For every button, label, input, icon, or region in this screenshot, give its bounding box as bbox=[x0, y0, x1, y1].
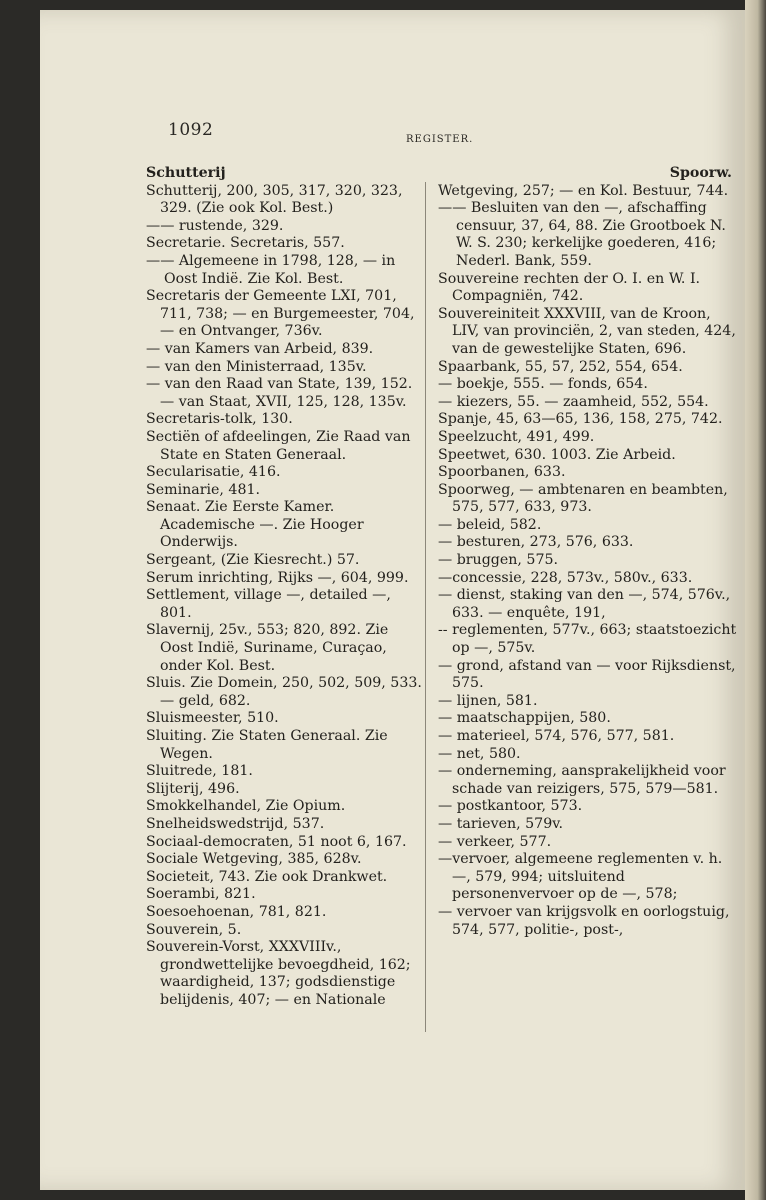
index-entry: — onderneming, aansprakelijkheid voor schade van reizigers, 575, 579—581. bbox=[438, 763, 726, 797]
page-number: 1092 bbox=[168, 120, 214, 140]
index-entry: Sluismeester, 510. bbox=[146, 710, 279, 727]
index-entry: — van Kamers van Arbeid, 839. bbox=[146, 340, 374, 357]
index-entry: — beleid, 582. bbox=[438, 516, 542, 533]
index-entry: — tarieven, 579v. bbox=[438, 815, 564, 832]
index-entry: —concessie, 228, 573v., 580v., 633. bbox=[438, 569, 693, 586]
index-entry: Sergeant, (Zie Kiesrecht.) 57. bbox=[146, 552, 360, 569]
index-entry: — net, 580. bbox=[438, 745, 521, 762]
index-entry: Spanje, 45, 63—65, 136, 158, 275, 742. bbox=[438, 411, 723, 428]
index-entry: — postkantoor, 573. bbox=[438, 798, 583, 815]
index-entry: — verkeer, 577. bbox=[438, 833, 552, 850]
index-entry: Souvereiniteit XXXVIII, van de Kroon, LIV, van provinciën, 2, van steden, 424, van de gewestelijke Staten, 696. bbox=[438, 305, 736, 357]
index-entry: — dienst, staking van den —, 574, 576v., 633. — enquête, 191, bbox=[438, 587, 731, 621]
index-entry: —— Besluiten van den —, afschaffing censuur, 37, 64, 88. Zie Grootboek N. W. S. 230; kerkelijke goederen, 416; Nederl. Bank, 559. bbox=[438, 200, 726, 269]
index-entry: Serum inrichting, Rijks —, 604, 999. bbox=[146, 569, 409, 586]
index-entry: Schutterij, 200, 305, 317, 320, 323, 329. (Zie ook Kol. Best.) bbox=[146, 182, 403, 217]
index-entry: — van den Ministerraad, 135v. bbox=[146, 358, 367, 375]
index-entry: Senaat. Zie Eerste Kamer. Academische —. Zie Hooger Onderwijs. bbox=[146, 499, 364, 551]
book-page bbox=[40, 10, 745, 1190]
right-column-heading: Spoorw. bbox=[669, 165, 732, 181]
book-spine-edge bbox=[745, 0, 766, 1200]
index-entry: Societeit, 743. Zie ook Drankwet. bbox=[146, 868, 388, 885]
index-entry: Souvereine rechten der O. I. en W. I. Compagniën, 742. bbox=[438, 270, 701, 305]
index-entry: — grond, afstand van — voor Rijksdienst, 575. bbox=[438, 657, 736, 692]
right-column bbox=[438, 165, 740, 939]
index-entry: — boekje, 555. — fonds, 654. bbox=[438, 376, 648, 393]
index-entry: -- reglementen, 577v., 663; staatstoezicht op —, 575v. bbox=[438, 622, 737, 657]
left-column bbox=[146, 165, 424, 1010]
index-entry: Smokkelhandel, Zie Opium. bbox=[146, 798, 346, 815]
index-entry: Souverein, 5. bbox=[146, 921, 242, 938]
index-entry: Secretarie. Secretaris, 557. bbox=[146, 235, 345, 252]
index-entry: — bruggen, 575. bbox=[438, 552, 559, 569]
index-entry: Soesoehoenan, 781, 821. bbox=[146, 903, 327, 920]
index-entry: Soerambi, 821. bbox=[146, 886, 256, 903]
index-entry: Sluis. Zie Domein, 250, 502, 509, 533. — geld, 682. bbox=[146, 675, 422, 709]
index-entry: Spoorbanen, 633. bbox=[438, 464, 566, 481]
index-entry: Sluiting. Zie Staten Generaal. Zie Wegen. bbox=[146, 728, 388, 762]
index-entry: — besturen, 273, 576, 633. bbox=[438, 534, 634, 551]
index-entry: —— Algemeene in 1798, 128, — in Oost Indië. Zie Kol. Best. bbox=[146, 252, 396, 287]
left-column-heading: Schutterij bbox=[146, 165, 226, 181]
index-entry: Sociaal-democraten, 51 noot 6, 167. bbox=[146, 833, 407, 850]
index-entry: — van den Raad van State, 139, 152. — van Staat, XVII, 125, 128, 135v. bbox=[146, 376, 413, 410]
index-entry: Spoorweg, — ambtenaren en beambten, 575, 577, 633, 973. bbox=[438, 481, 728, 516]
index-entry: — vervoer van krijgsvolk en oorlogstuig, 574, 577, politie-, post-, bbox=[438, 903, 730, 938]
index-entry: Slavernij, 25v., 553; 820, 892. Zie Oost Indië, Suriname, Curaçao, onder Kol. Best. bbox=[146, 622, 389, 674]
index-entry: — maatschappijen, 580. bbox=[438, 710, 611, 727]
index-entry: Wetgeving, 257; — en Kol. Bestuur, 744. bbox=[438, 182, 729, 199]
index-entry: Secretaris-tolk, 130. bbox=[146, 411, 293, 428]
index-entry: Settlement, village —, detailed —, 801. bbox=[146, 587, 391, 621]
index-entry: Secularisatie, 416. bbox=[146, 464, 281, 481]
index-entry: —vervoer, algemeene reglementen v. h. —, 579, 994; uitsluitend personenvervoer op de —, 578; bbox=[438, 851, 723, 903]
index-entry: — materieel, 574, 576, 577, 581. bbox=[438, 728, 675, 744]
index-entry: Speetwet, 630. 1003. Zie Arbeid. bbox=[438, 446, 676, 463]
index-entry: Sociale Wetgeving, 385, 628v. bbox=[146, 851, 362, 868]
index-entry: Sectiën of afdeelingen, Zie Raad van State en Staten Generaal. bbox=[146, 428, 411, 463]
index-entry: Snelheidswedstrijd, 537. bbox=[146, 815, 325, 832]
index-entry: Speelzucht, 491, 499. bbox=[438, 428, 595, 445]
index-entry: Souverein-Vorst, XXXVIIIv., grondwettelijke bevoegdheid, 162; waardigheid, 137; godsdienstige belijdenis, 407; — en Nationale bbox=[146, 939, 411, 1008]
index-entry: —— rustende, 329. bbox=[146, 217, 284, 234]
index-entry: Sluitrede, 181. bbox=[146, 763, 253, 780]
column-divider bbox=[425, 182, 426, 1032]
index-entry: — lijnen, 581. bbox=[438, 692, 538, 709]
index-entry: Secretaris der Gemeente LXI, 701, 711, 738; — en Burgemeester, 704, — en Ontvanger, 736v. bbox=[146, 288, 415, 340]
index-entry: Slijterij, 496. bbox=[146, 780, 240, 797]
index-entry: — kiezers, 55. — zaamheid, 552, 554. bbox=[438, 393, 709, 410]
index-entry: Seminarie, 481. bbox=[146, 481, 261, 498]
running-head: REGISTER. bbox=[406, 134, 474, 145]
index-entry: Spaarbank, 55, 57, 252, 554, 654. bbox=[438, 358, 683, 375]
